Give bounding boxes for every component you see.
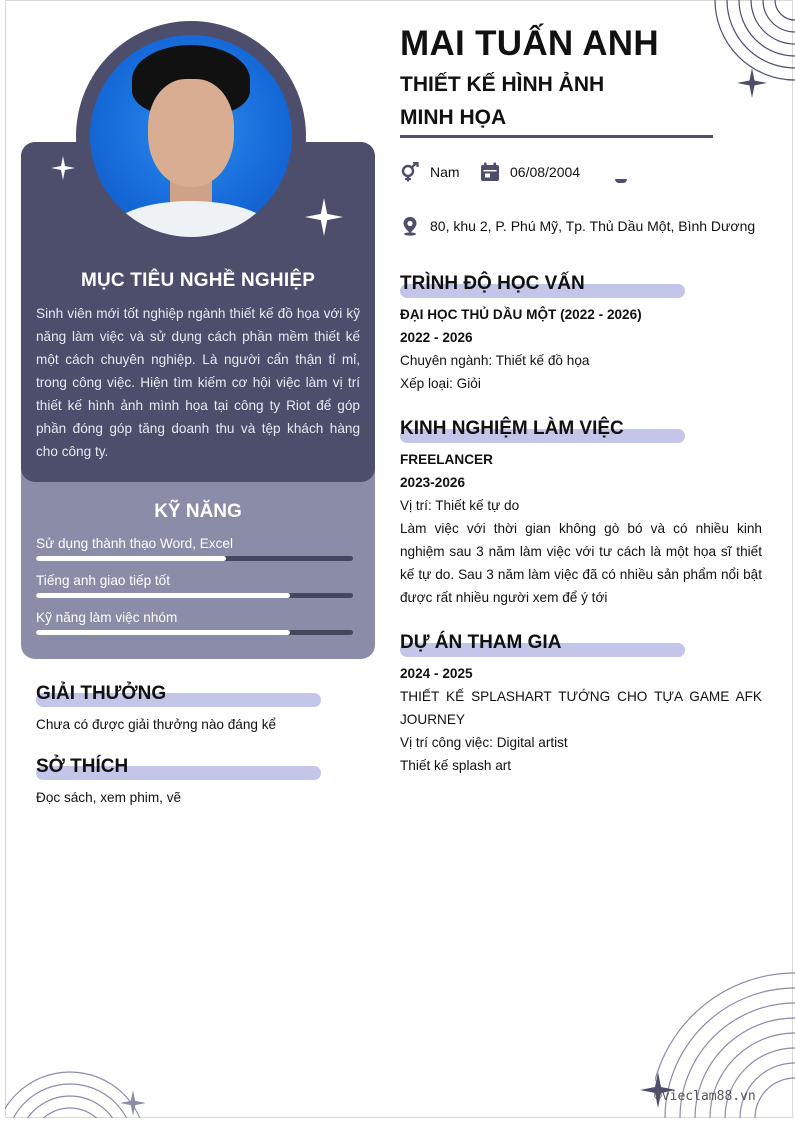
project-task: Thiết kế splash art: [400, 758, 512, 773]
experience-position: Vị trí: Thiết kế tự do: [400, 498, 520, 513]
project-years: 2024 - 2025: [400, 666, 473, 681]
job-title-line2: MINH HỌA: [400, 106, 507, 129]
skill-bar-fill: [36, 593, 290, 598]
education-major: Chuyên ngành: Thiết kế đồ họa: [400, 353, 590, 368]
profile-photo: [90, 35, 292, 237]
experience-company: FREELANCER: [400, 452, 493, 467]
skill-label: Tiếng anh giao tiếp tốt: [36, 573, 171, 588]
projects-title: DỰ ÁN THAM GIA: [400, 632, 562, 653]
calendar-icon: [480, 162, 500, 182]
awards-title: GIẢI THƯỞNG: [36, 683, 167, 704]
sparkle-icon: [305, 198, 343, 236]
job-title-line1: THIẾT KẾ HÌNH ẢNH: [400, 73, 605, 96]
birthdate-value: 06/08/2004: [510, 164, 581, 180]
skill-label: Sử dụng thành thạo Word, Excel: [36, 536, 234, 551]
sparkle-icon: [737, 68, 767, 98]
experience-years: 2023-2026: [400, 475, 466, 490]
skill-bar-fill: [36, 556, 226, 561]
sparkle-icon: [51, 156, 75, 180]
education-years: 2022 - 2026: [400, 330, 473, 345]
skills-card: [21, 482, 375, 659]
education-grade: Xếp loại: Giỏi: [400, 376, 481, 391]
project-name: THIẾT KẾ SPLASHART TƯỚNG CHO TỰA GAME AFK JOURNEY: [400, 689, 762, 727]
awards-text: Chưa có được giải thưởng nào đáng kể: [36, 717, 277, 732]
hobbies-title: SỞ THÍCH: [36, 756, 129, 777]
gender-value: Nam: [430, 164, 460, 180]
education-title: TRÌNH ĐỘ HỌC VẤN: [400, 273, 585, 294]
skill-bar: [36, 630, 353, 635]
education-school: ĐẠI HỌC THỦ DẦU MỘT (2022 - 2026): [400, 307, 642, 322]
objective-title: MỤC TIÊU NGHỀ NGHIỆP: [80, 270, 316, 291]
objective-text: Sinh viên mới tốt nghiệp ngành thiết kế đồ họa với kỹ năng làm việc và sử dụng cách phần mềm thiết kế một cách chuyên nghiệp. Là người cẩn thận tỉ mỉ, trong công việc. Hiện tìm kiếm cơ hội việc làm vị trí thiết kế hình ảnh mình họa tại công ty Riot để góp phần đóng góp tăng doanh thu và tệp khách hàng cho công ty.: [36, 306, 360, 459]
skill-label: Kỹ năng làm việc nhóm: [36, 610, 178, 625]
experience-title: KINH NGHIỆM LÀM VIỆC: [400, 418, 624, 439]
sparkle-icon: [120, 1090, 146, 1116]
address-value: 80, khu 2, P. Phú Mỹ, Tp. Thủ Dầu Một, Bình Dương: [430, 218, 756, 234]
experience-description: Làm việc với thời gian không gò bó và có nhiều kinh nghiệm sau 3 năm làm việc với tư cách là một họa sĩ thiết kế tự do. Sau 3 năm làm việc đã có nhiều sản phẩm nổi bật được rất nhiều người xem để ý tới: [400, 521, 762, 605]
candidate-name: MAI TUẤN ANH: [400, 24, 659, 63]
gender-icon: [400, 162, 420, 182]
hobbies-text: Đọc sách, xem phim, vẽ: [36, 790, 182, 805]
skill-bar: [36, 556, 353, 561]
location-pin-icon: [400, 216, 420, 236]
skill-bar-fill: [36, 630, 290, 635]
watermark: ©vieclam88.vn: [654, 1089, 756, 1104]
project-position: Vị trí công việc: Digital artist: [400, 735, 568, 750]
name-divider: [400, 135, 713, 138]
skills-title: KỸ NĂNG: [154, 501, 242, 522]
skill-bar: [36, 593, 353, 598]
